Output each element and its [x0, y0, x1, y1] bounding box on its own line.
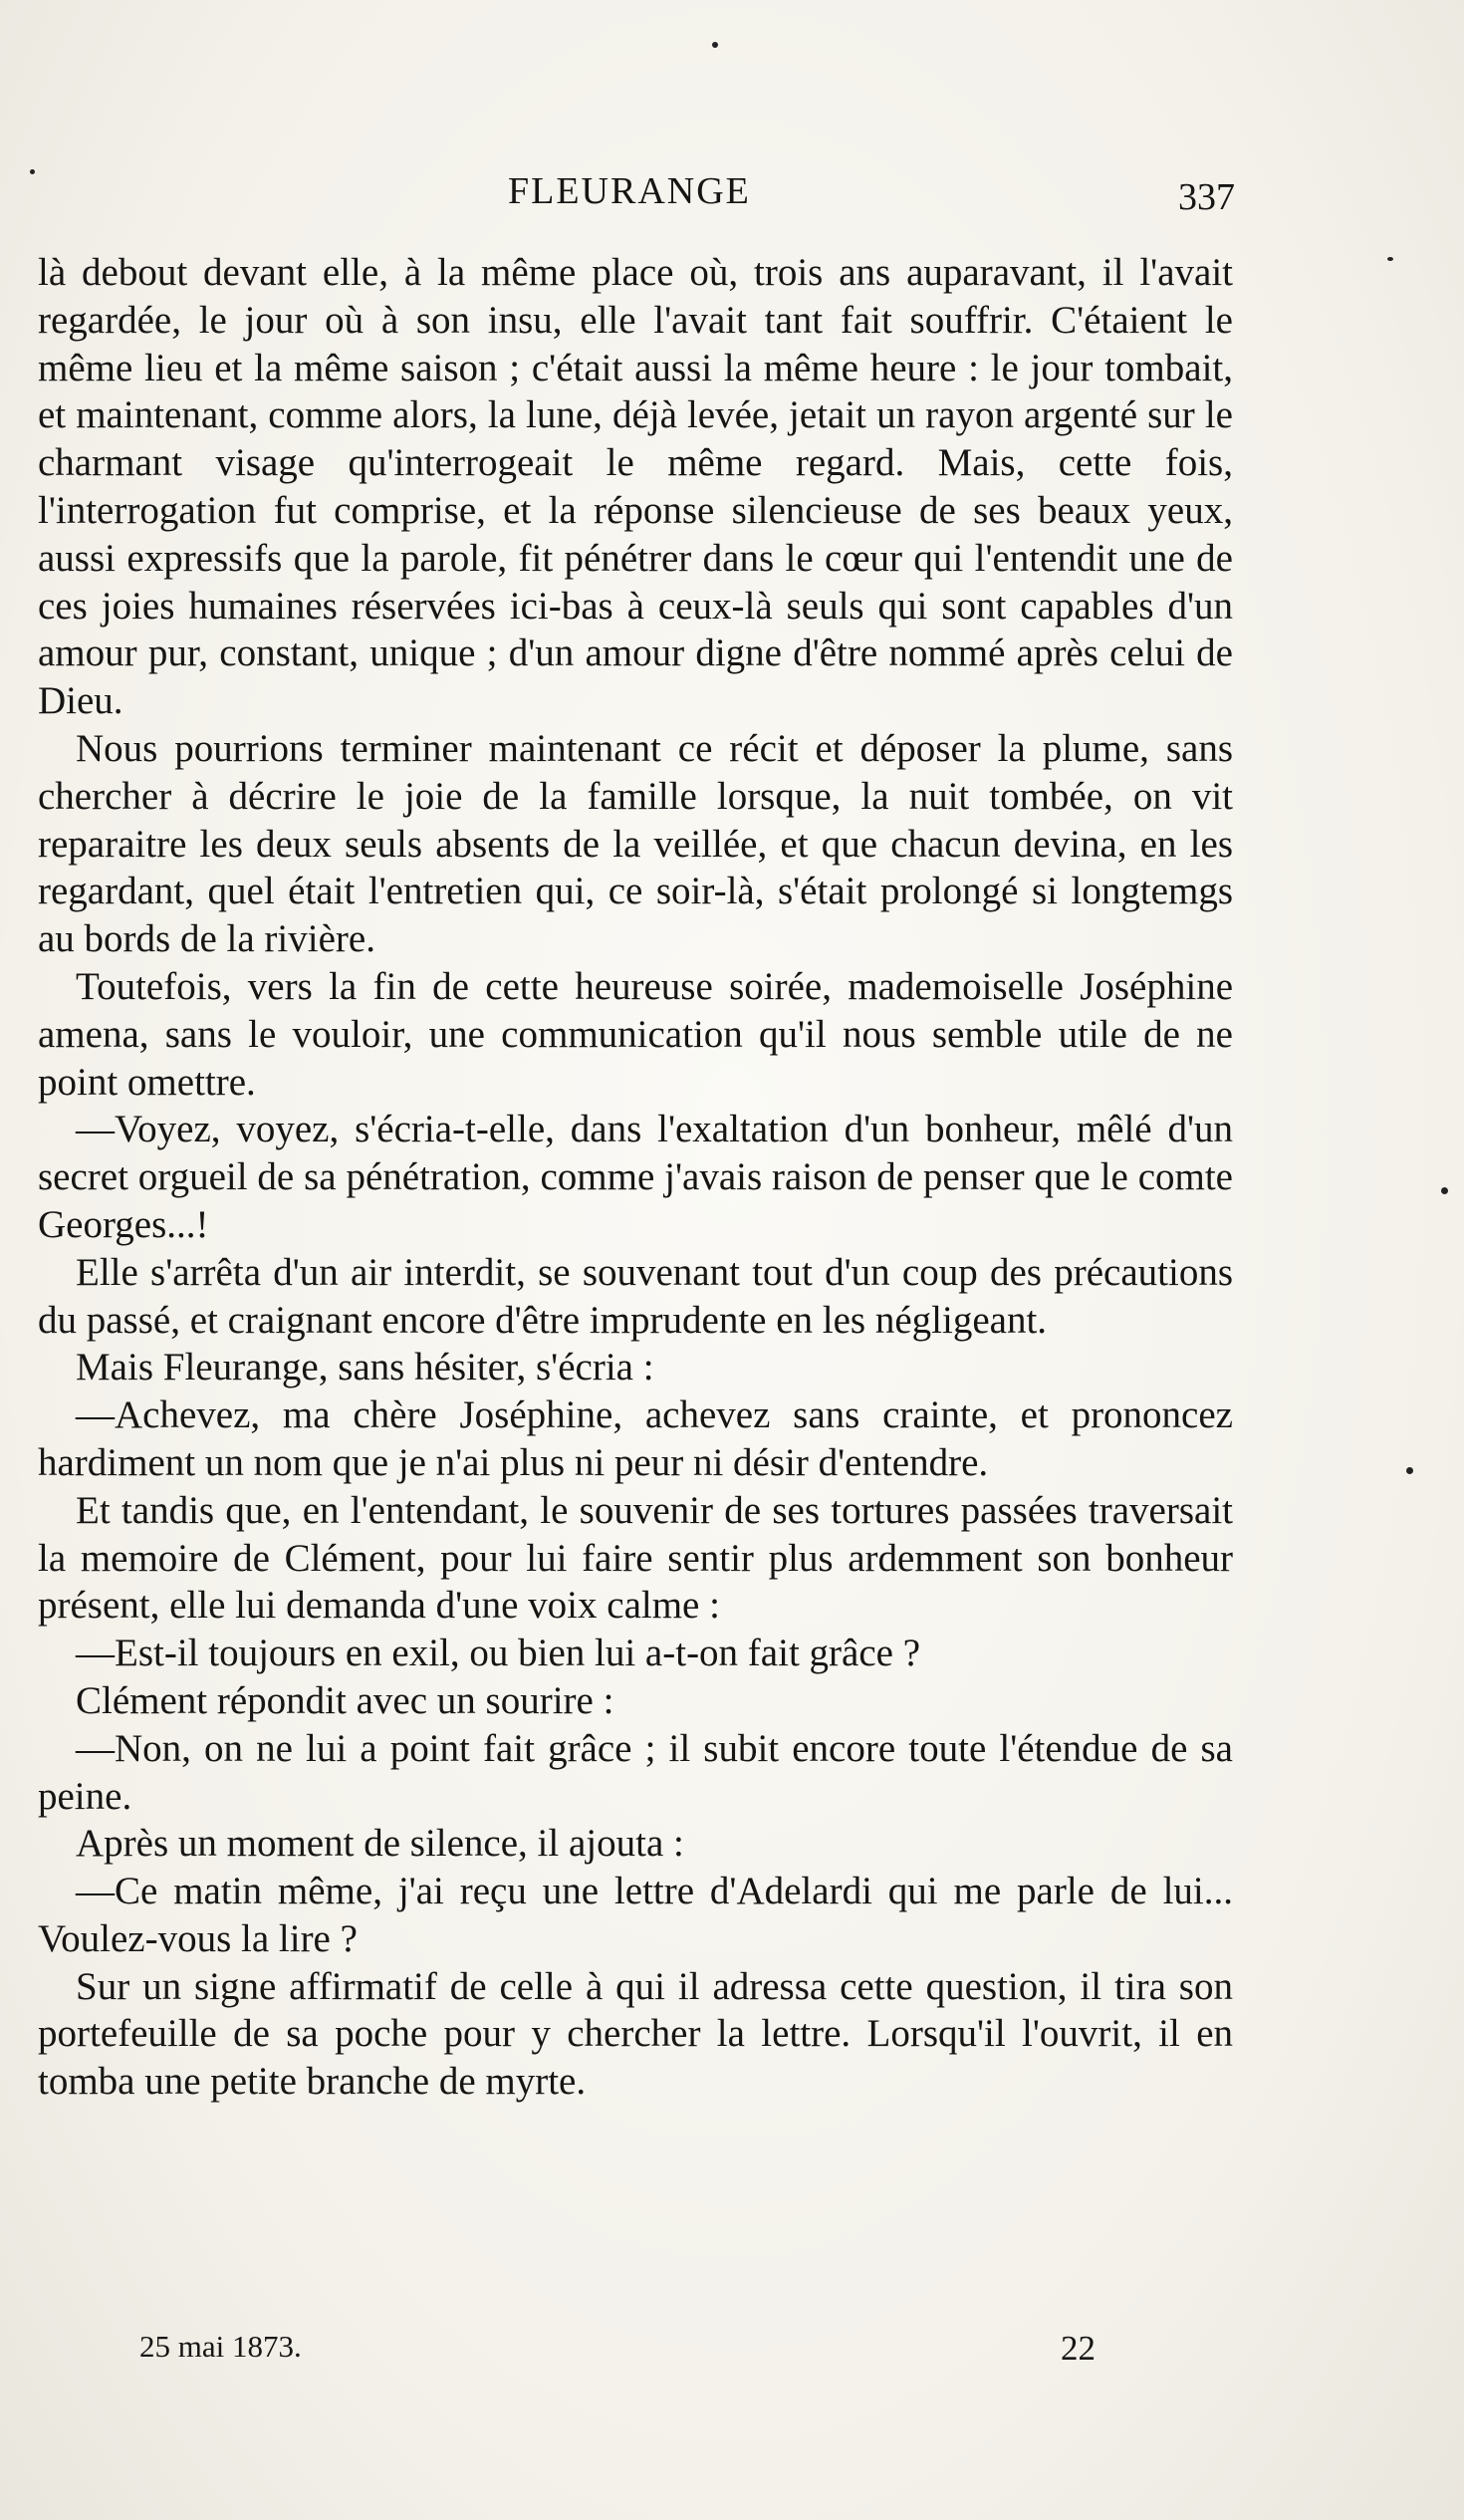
paragraph: là debout devant elle, à la même place où, trois ans auparavant, il l'avait regardée, le jour où à son insu, elle l'avait tant fait souffrir. C'étaient le même lieu et la même saison ; c'était aussi la même heure : le jour tombait, et maintenant, comme alors, la lune, déjà levée, jetait un rayon argenté sur le charmant visage qu'interrogeait le même regard. Mais, cette fois, l'interrogation fut comprise, et la réponse silencieuse de ses beaux yeux, aussi expressifs que la parole, fit pénétrer dans le cœur qui l'entendit une de ces joies humaines réservées ici-bas à ceux-là seuls qui sont capables d'un amour pur, constant, unique ; d'un amour digne d'être nommé après celui de Dieu. — [38, 251, 1233, 723]
page-number: 337 — [1178, 176, 1235, 218]
page-footer — [139, 2329, 1096, 2373]
signature-number: 22 — [1061, 2329, 1096, 2368]
paragraph: Après un moment de silence, il ajouta : — [76, 1822, 684, 1866]
ink-speck — [30, 169, 35, 174]
ink-speck — [1441, 1187, 1448, 1194]
paragraph: Et tandis que, en l'entendant, le souvenir de ses tortures passées traversait la memoire de Clément, pour lui faire sentir plus ardemment son bonheur présent, elle lui demanda d'une voix calme : — [38, 1488, 1233, 1628]
page-header — [40, 169, 1235, 229]
paragraph: Clément répondit avec un sourire : — [76, 1678, 614, 1722]
paragraph: —Voyez, voyez, s'écria-t-elle, dans l'exaltation d'un bonheur, mêlé d'un secret orgueil de sa pénétration, comme j'avais raison de penser que le comte Georges...! — [38, 1108, 1233, 1246]
paragraph: —Achevez, ma chère Joséphine, achevez sans crainte, et prononcez hardiment un nom que je n'ai plus ni peur ni désir d'entendre. — [38, 1393, 1233, 1484]
paragraph: Sur un signe affirmatif de celle à qui il adressa cette question, il tira son portefeuille de sa poche pour y chercher la lettre. Lorsqu'il l'ouvrit, il en tomba une petite branche de myrte. — [38, 1964, 1233, 2104]
paragraph: —Est-il toujours en exil, ou bien lui a-t-on fait grâce ? — [76, 1632, 921, 1675]
paragraph: Mais Fleurange, sans hésiter, s'écria : — [76, 1346, 654, 1389]
paragraph: Toutefois, vers la fin de cette heureuse soirée, mademoiselle Joséphine amena, sans le vouloir, une communication qu'il nous semble utile de ne point omettre. — [38, 964, 1233, 1104]
ink-speck — [1387, 257, 1393, 261]
paragraph: Nous pourrions terminer maintenant ce récit et déposer la plume, sans chercher à décrire le joie de la famille lorsque, la nuit tombée, on vit reparaitre les deux seuls absents de la veillée, et que chacun devina, en les regardant, quel était l'entretien qui, ce soir-là, s'était prolongé si longtemgs au bords de la rivière. — [38, 726, 1233, 961]
body-text — [38, 249, 1233, 2106]
paragraph: Elle s'arrêta d'un air interdit, se souvenant tout d'un coup des précautions du passé, et craignant encore d'être imprudente en les négligeant. — [38, 1250, 1233, 1342]
paragraph: —Ce matin même, j'ai reçu une lettre d'Adelardi qui me parle de lui... Voulez-vous la lire ? — [38, 1870, 1233, 1960]
running-title: FLEURANGE — [508, 170, 751, 212]
footer-date: 25 mai 1873. — [139, 2329, 302, 2364]
paragraph: —Non, on ne lui a point fait grâce ; il subit encore toute l'étendue de sa peine. — [38, 1726, 1233, 1818]
ink-speck — [712, 42, 718, 48]
ink-speck — [1406, 1467, 1413, 1474]
